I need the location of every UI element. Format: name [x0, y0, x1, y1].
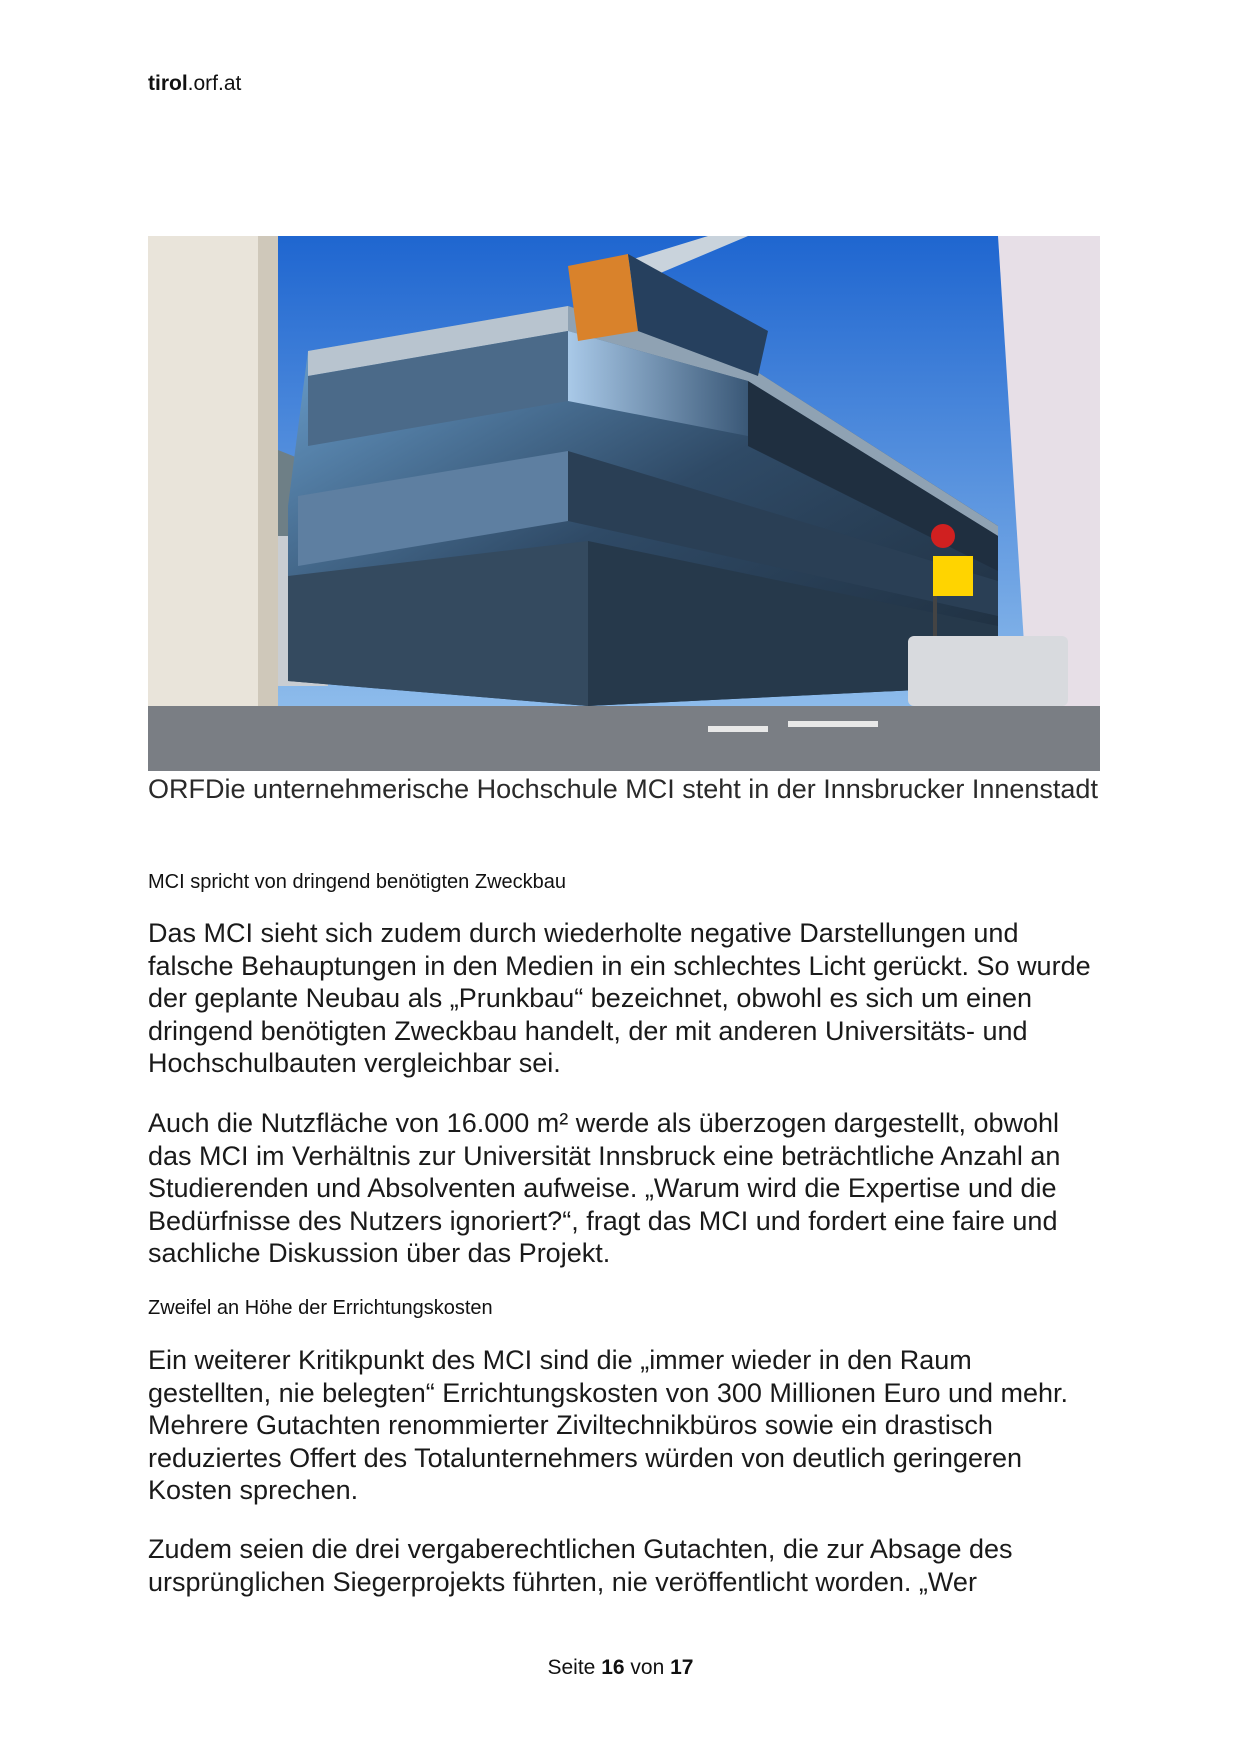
crosswalk-sign [933, 556, 973, 596]
footer-page-total: 17 [670, 1656, 694, 1679]
footer-middle: von [630, 1656, 665, 1679]
page-footer [0, 1656, 1241, 1680]
building-photo [148, 236, 1100, 771]
paragraph-gutachten: Zudem seien die drei vergaberechtlichen Gutachten, die zur Absage des ursprünglichen Siegerprojekts führten, nie veröffentlicht worden. „Wer [148, 1534, 1013, 1597]
parked-car [908, 636, 1068, 706]
site-name [148, 72, 241, 96]
image-caption: ORFDie unternehmerische Hochschule MCI steht in der Innsbrucker Innenstadt [148, 774, 1098, 804]
paragraph-nutzflaeche: Auch die Nutzfläche von 16.000 m² werde als überzogen dargestellt, obwohl das MCI im Verhältnis zur Universität Innsbruck eine beträchtliche Anzahl an Studierenden und Absolventen aufweise. „Warum wird die Expertise und die Bedürfnisse des Nutzers ignoriert?“, fragt das MCI und fordert eine faire und sachliche Diskussion über das Projekt. [148, 1108, 1061, 1268]
site-name-bold: tirol [148, 72, 188, 95]
site-name-rest: .orf.at [187, 72, 242, 95]
footer-page-number: 16 [601, 1656, 625, 1679]
paragraph-prunkbau: Das MCI sieht sich zudem durch wiederholte negative Darstellungen und falsche Behauptungen in den Medien in ein schlechtes Licht gerückt. So wurde der geplante Neubau als „Prunkbau“ bezeichnet, obwohl es sich um einen dringend benötigten Zweckbau handelt, der mit anderen Universitäts- und Hochschulbauten vergleichbar sei. [148, 918, 1091, 1078]
footer-prefix: Seite [547, 1656, 596, 1679]
street [148, 706, 1100, 771]
paragraph-kritikpunkt: Ein weiterer Kritikpunkt des MCI sind die „immer wieder in den Raum gestellten, nie belegten“ Errichtungskosten von 300 Millionen Euro und mehr. Mehrere Gutachten renommierter Ziviltechnikbüros sowie ein drastisch reduziertes Offert des Totalunternehmers würden von deutlich geringeren Kosten sprechen. [148, 1345, 1069, 1505]
subheading-errichtungskosten: Zweifel an Höhe der Errichtungskosten [148, 1297, 493, 1319]
orange-banner [568, 254, 638, 341]
subheading-zweckbau: MCI spricht von dringend benötigten Zweckbau [148, 871, 567, 893]
